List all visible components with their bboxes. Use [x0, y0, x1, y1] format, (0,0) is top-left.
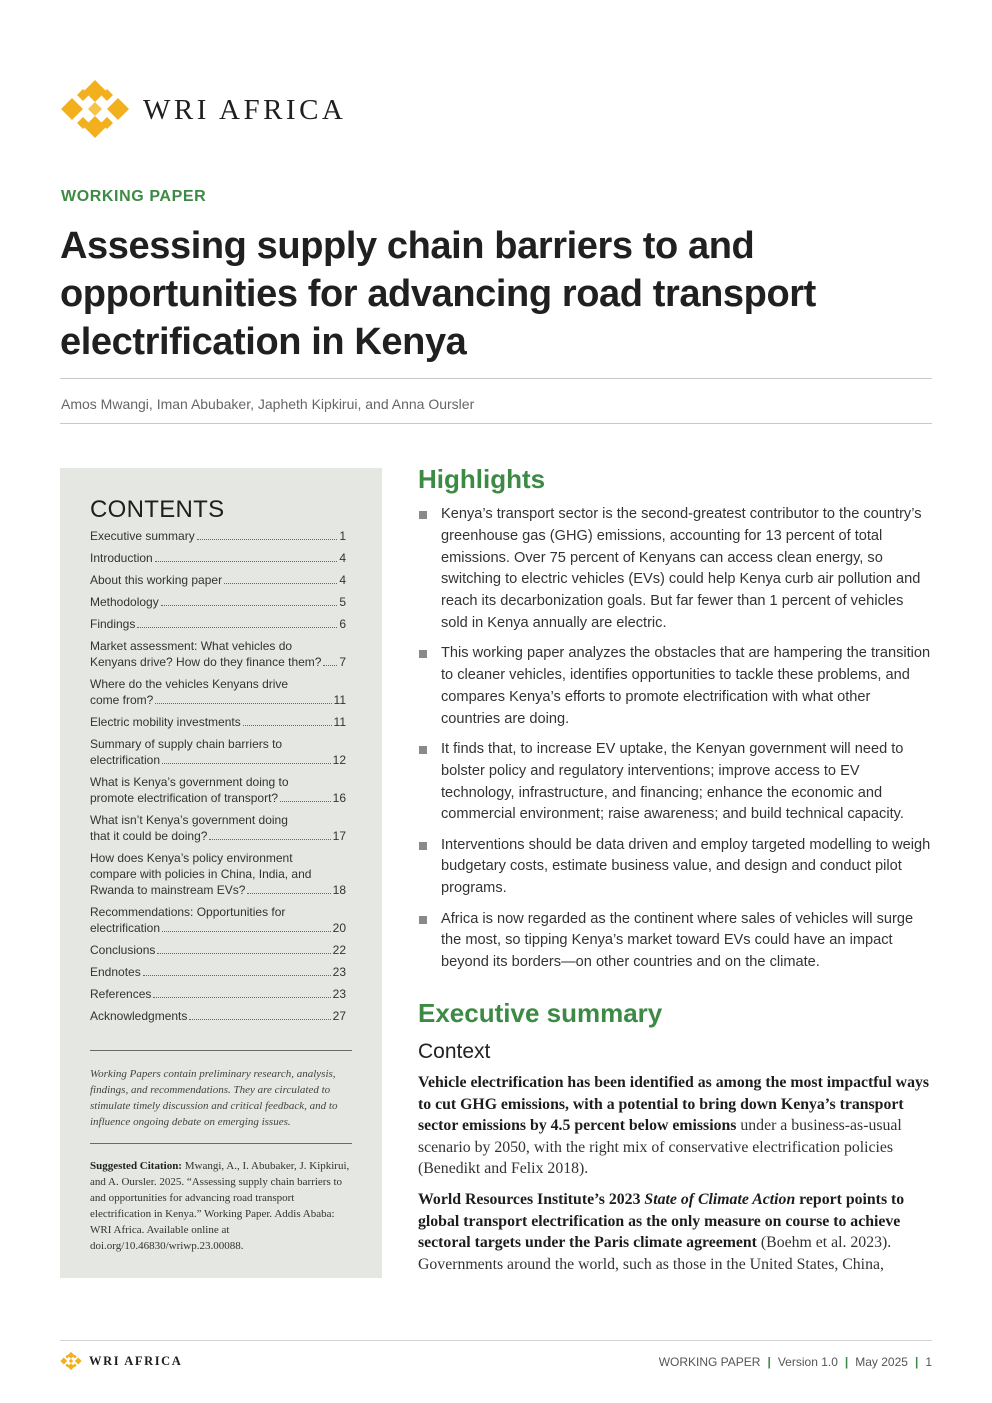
toc-entry[interactable]	[90, 904, 346, 936]
toc-entry[interactable]	[90, 638, 346, 670]
report-title-italic: State of Climate Action	[644, 1190, 796, 1208]
toc-page-number: 4	[339, 573, 346, 587]
toc-page-number: 18	[332, 883, 346, 897]
toc-entry[interactable]	[90, 676, 346, 708]
highlights-heading: Highlights	[418, 464, 546, 494]
toc-page-number: 7	[339, 655, 346, 669]
toc-page-number: 16	[332, 791, 346, 805]
toc-leader-dots	[224, 583, 337, 584]
highlight-item: Kenya’s transport sector is the second-greatest contributor to the country’s greenhouse gas (GHG) emissions, accounting for 13 percent of total emissions. Over 75 percent of Kenyans can access clean energy, so switching to electric vehicles (EVs) could help Kenya curb air pollution and reach its decarbonization goals. But far fewer than 1 percent of vehicles sold in Kenya annually are electric.	[418, 504, 933, 635]
highlight-item: It finds that, to increase EV uptake, the Kenyan government will need to bolster policy and regulatory interventions; improve access to EV technology, infrastructure, and financing; enhance the economic and commercial environment; raise awareness; and build technical capacity.	[418, 739, 933, 826]
toc-entry-title: Methodology	[90, 595, 159, 609]
paragraph-bold-text: World Resources Institute’s 2023	[418, 1190, 645, 1208]
toc-entry-title: Where do the vehicles Kenyans drive	[90, 677, 289, 691]
toc-page-number: 22	[332, 943, 346, 957]
footer-doc-type: WORKING PAPER	[658, 1355, 761, 1369]
footer-separator: |	[844, 1355, 849, 1369]
toc-entry-title: Kenyans drive? How do they finance them?	[90, 655, 322, 669]
paragraph-bold-text: report points to global transport electrification as the only measure on course to achieve sectoral targets under the Paris climate agreement	[418, 1190, 905, 1252]
citation-text: Mwangi, A., I. Abubaker, J. Kipkirui, and A. Oursler. 2025. “Assessing supply chain barriers to and opportunities for advancing road transport electrification in Kenya.” Working Paper. Addis Ababa: WRI Africa. Available online at doi.org/10.46830/wriwp.23.00088.	[90, 1160, 350, 1252]
wri-africa-emblem-icon	[60, 1351, 82, 1371]
toc-leader-dots	[143, 975, 331, 976]
toc-entry[interactable]	[90, 1008, 346, 1024]
footer-meta	[659, 1355, 932, 1369]
toc-entry[interactable]	[90, 572, 346, 588]
paragraph-bold-text: Vehicle electrification has been identified as among the most impactful ways to cut GHG emissions, with a potential to bring down Kenya’s transport sector emissions by 4.5 percent below emissions	[418, 1073, 930, 1135]
toc-leader-dots	[162, 931, 331, 932]
toc-entry-title: Electric mobility investments	[90, 715, 241, 729]
footer-date: May 2025	[855, 1355, 908, 1369]
wri-africa-emblem-icon	[60, 80, 130, 138]
toc-entry[interactable]	[90, 986, 346, 1002]
toc-leader-dots	[209, 839, 330, 840]
toc-page-number: 23	[332, 965, 346, 979]
divider	[60, 378, 932, 379]
footer-version: Version 1.0	[777, 1355, 838, 1369]
footer-logo	[60, 1351, 182, 1371]
toc-entry-title: compare with policies in China, India, and	[90, 867, 312, 881]
toc-entry-title: What isn’t Kenya’s government doing	[90, 813, 288, 827]
toc-entry-title: Summary of supply chain barriers to	[90, 737, 283, 751]
toc-page-number: 23	[332, 987, 346, 1001]
toc-leader-dots	[243, 725, 332, 726]
highlight-item: This working paper analyzes the obstacles that are hampering the transition to cleaner vehicles, identifies opportunities to tackle these problems, and compares Kenya’s efforts to promote electrification with what other countries are doing.	[418, 643, 933, 730]
toc-entry[interactable]	[90, 964, 346, 980]
toc-entry[interactable]	[90, 616, 346, 632]
page-number: 1	[925, 1355, 932, 1369]
toc-entry[interactable]	[90, 594, 346, 610]
executive-summary-heading: Executive summary	[418, 997, 663, 1028]
toc-entry[interactable]	[90, 528, 346, 544]
toc-leader-dots	[155, 703, 331, 704]
toc-entry[interactable]	[90, 550, 346, 566]
toc-leader-dots	[157, 953, 330, 954]
toc-entry[interactable]	[90, 714, 346, 730]
footer-logo-text: WRI AFRICA	[89, 1353, 183, 1368]
toc-page-number: 17	[332, 829, 346, 843]
citation-label: Suggested Citation:	[90, 1160, 182, 1172]
toc-leader-dots	[155, 561, 338, 562]
toc-entry-title: Findings	[90, 617, 136, 631]
logo-text: WRI AFRICA	[143, 94, 347, 126]
toc-leader-dots	[162, 763, 331, 764]
toc-entry-title: Acknowledgments	[90, 1009, 188, 1023]
toc-leader-dots	[153, 997, 330, 998]
authors-line: Amos Mwangi, Iman Abubaker, Japheth Kipkirui, and Anna Oursler	[61, 396, 475, 412]
toc-page-number: 5	[339, 595, 346, 609]
summary-paragraph-2	[418, 1189, 933, 1275]
toc-leader-dots	[189, 1019, 330, 1020]
toc-entry-title: electrification	[90, 921, 161, 935]
toc-entry-title: How does Kenya’s policy environment	[90, 851, 293, 865]
toc-entry[interactable]	[90, 774, 346, 806]
highlight-item: Africa is now regarded as the continent where sales of vehicles will surge the most, so tipping Kenya’s market toward EVs could have an impact beyond its borders—on other countries and on the climate.	[418, 909, 933, 974]
toc-page-number: 11	[333, 715, 346, 729]
toc-leader-dots	[161, 605, 338, 606]
paper-title: Assessing supply chain barriers to and opportunities for advancing road transport electrification in Kenya	[60, 225, 816, 363]
toc-entry-title: Recommendations: Opportunities for	[90, 905, 286, 919]
toc-entry-title: come from?	[90, 693, 154, 707]
contents-sidebar	[60, 468, 382, 1278]
context-subheading: Context	[418, 1039, 491, 1063]
working-paper-note: Working Papers contain preliminary research, analysis, findings, and recommendations. They are circulated to stimulate timely discussion and critical feedback, and to influence ongoing debate on emerging issues.	[90, 1068, 338, 1128]
toc-leader-dots	[137, 627, 337, 628]
toc-entry-title: electrification	[90, 753, 161, 767]
sidebar-divider	[90, 1143, 352, 1144]
toc-entry-title: Endnotes	[90, 965, 141, 979]
toc-leader-dots	[323, 665, 337, 666]
paragraph-text: (Boehm et al. 2023). Governments around the world, such as those in the United States, China,	[418, 1234, 892, 1273]
paragraph-text: under a business-as-usual scenario by 2050, with the right mix of conservative electrification policies (Benedikt and Felix 2018).	[418, 1117, 902, 1178]
suggested-citation	[90, 1158, 352, 1254]
toc-page-number: 4	[339, 551, 346, 565]
summary-paragraph-1	[418, 1072, 933, 1180]
toc-page-number: 20	[332, 921, 346, 935]
toc-entry-title: References	[90, 987, 152, 1001]
toc-page-number: 11	[333, 693, 346, 707]
footer-divider	[60, 1340, 932, 1341]
toc-page-number: 6	[339, 617, 346, 631]
toc-leader-dots	[247, 893, 330, 894]
footer-separator: |	[914, 1355, 919, 1369]
sidebar-divider	[90, 1050, 352, 1051]
toc-entry-title: About this working paper	[90, 573, 223, 587]
main-column	[418, 462, 933, 1284]
toc-leader-dots	[280, 801, 331, 802]
highlight-item: Interventions should be data driven and employ targeted modelling to weigh budgetary costs, estimate business value, and design and conduct pilot programs.	[418, 835, 933, 900]
toc-leader-dots	[197, 539, 338, 540]
highlights-list	[418, 504, 933, 974]
toc-entry-title: Market assessment: What vehicles do	[90, 639, 293, 653]
toc-entry[interactable]	[90, 850, 346, 898]
divider	[60, 423, 932, 424]
toc-entry-title: Introduction	[90, 551, 153, 565]
contents-heading: CONTENTS	[90, 496, 225, 523]
toc-entry-title: Executive summary	[90, 529, 195, 543]
toc-page-number: 1	[339, 529, 346, 543]
toc-entry-title: What is Kenya’s government doing to	[90, 775, 289, 789]
toc-entry-title: Conclusions	[90, 943, 156, 957]
toc-entry-title: Rwanda to mainstream EVs?	[90, 883, 246, 897]
wri-africa-logo	[60, 80, 346, 138]
toc-page-number: 12	[332, 753, 346, 767]
toc-entry-title: promote electrification of transport?	[90, 791, 279, 805]
toc-page-number: 27	[332, 1009, 346, 1023]
toc-entry[interactable]	[90, 812, 346, 844]
toc-entry[interactable]	[90, 736, 346, 768]
document-type-label: WORKING PAPER	[61, 188, 207, 205]
table-of-contents	[90, 528, 346, 1030]
footer-separator: |	[767, 1355, 771, 1369]
toc-entry[interactable]	[90, 942, 346, 958]
toc-entry-title: that it could be doing?	[90, 829, 208, 843]
